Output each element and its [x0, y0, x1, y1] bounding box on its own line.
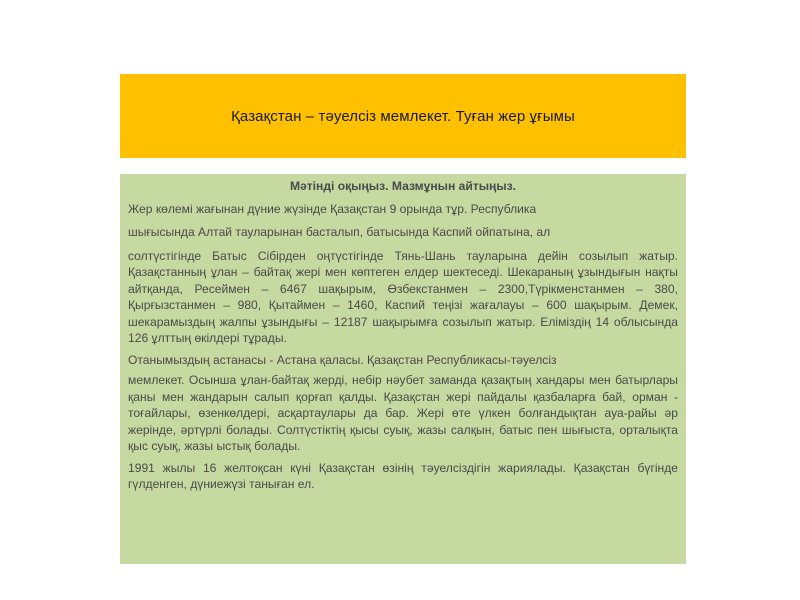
body-paragraph-4: 1991 жылы 16 желтоқсан күні Қазақстан өзінің тәуелсіздігін жариялады. Қазақстан бүгінде гүлденген, дүниежүзі таныған ел.	[128, 460, 678, 491]
slide-title: Қазақстан – тәуелсіз мемлекет. Туған жер ұғымы	[231, 107, 575, 125]
body-heading: Мәтінді оқыңыз. Мазмұнын айтыңыз.	[289, 179, 517, 193]
body-line-1: Жер көлемі жағынан дүние жүзінде Қазақстан 9 орында тұр. Республика	[128, 201, 537, 216]
body-paragraph-2: Отанымыздың астанасы - Астана қаласы. Қазақстан Республикасы-тәуелсіз	[128, 352, 557, 367]
text-body	[120, 174, 686, 564]
body-line-2: шығысында Алтай тауларынан басталып, батысында Каспий ойпатына, ал	[128, 225, 551, 239]
body-paragraph-1: солтүстігінде Батыс Сібірден оңтүстігінде Тянь-Шань тауларына дейін созылып жатыр. Қазақстанның ұлан – байтақ жері мен көптеген елдер шектеседі. Шекараның ұзындығын нақты айтқанда, Ресеймен – 6467 шақырым, Өзбекстанмен – 2300,Түрікменстанмен – 380, Қырғызстанмен – 980, Қытаймен – 1460, Каспий теңізі жағалауы – 600 шақырым. Демек, шекарамыздың жалпы ұзындығы – 12187 шақырымға созылып жатыр. Еліміздің 14 облысында 126 ұлттың өкілдері тұрады.	[128, 248, 678, 345]
body-paragraph-3: мемлекет. Осынша ұлан-байтақ жерді, небір нәубет заманда қазақтың хандары мен батырлары қаны мен жандарын салып қорғап қалды. Қазақстан жері пайдалы қазбаларға бай, орман - тоғайлары, өзенкөлдері, асқартаулары да бар. Жері өте үлкен болғандықтан ауа-райы әр жерінде, әртүрлі болады. Солтүстіктің қысы суық, жазы салқын, батыс пен шығыста, орталықта қыс суық, жазы ыстық болады.	[128, 373, 678, 453]
title-band	[120, 74, 686, 158]
